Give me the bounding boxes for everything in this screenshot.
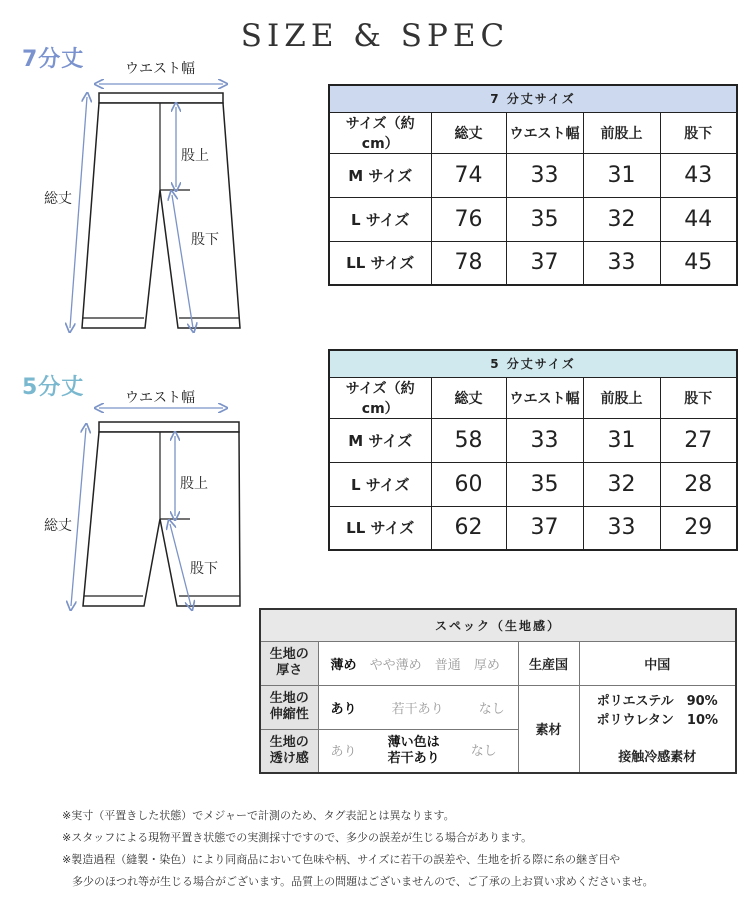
country-value: 中国	[579, 641, 736, 685]
table-row	[329, 153, 737, 197]
column-header: 股下	[660, 112, 737, 153]
waist-label: ウエスト幅	[125, 390, 195, 406]
five-length-pants-diagram	[0, 383, 260, 683]
table-row	[329, 462, 737, 506]
column-header: 前股上	[583, 377, 660, 418]
thickness-label: 生地の 厚さ	[260, 641, 318, 685]
size-name: LL サイズ	[329, 241, 431, 285]
table-cell: 37	[506, 241, 583, 285]
column-header: ウエスト幅	[506, 112, 583, 153]
spec-row-stretch	[260, 685, 736, 729]
table-cell: 74	[431, 153, 506, 197]
table-cell: 31	[583, 153, 660, 197]
option-light-colors-slightly: 薄い色は 若干あり	[387, 734, 440, 766]
option-none: なし	[470, 744, 497, 760]
table-cell: 43	[660, 153, 737, 197]
table-cell: 31	[583, 418, 660, 462]
seven-length-label: 7分丈	[22, 47, 85, 72]
sheerness-options	[318, 729, 518, 773]
page-title: SIZE & SPEC	[240, 18, 510, 54]
country-label: 生産国	[518, 641, 579, 685]
column-header: 前股上	[583, 112, 660, 153]
stretch-label: 生地の 伸縮性	[260, 685, 318, 729]
fabric-spec-table	[259, 608, 737, 774]
table-cell: 32	[583, 462, 660, 506]
table-cell: 32	[583, 197, 660, 241]
spec-title: スペック（生地感）	[260, 609, 736, 641]
column-header: ウエスト幅	[506, 377, 583, 418]
material-label: 素材	[518, 685, 579, 773]
size-name: M サイズ	[329, 418, 431, 462]
thickness-options	[318, 641, 518, 685]
table-cell: 35	[506, 197, 583, 241]
table-cell: 76	[431, 197, 506, 241]
seven-length-pants-diagram	[0, 55, 260, 355]
option-somewhat: 若干あり	[391, 701, 444, 717]
material-line: ポリエステル 90%	[596, 694, 718, 710]
spec-row-thickness	[260, 641, 736, 685]
table-cell: 78	[431, 241, 506, 285]
table-cell: 58	[431, 418, 506, 462]
table-row	[329, 241, 737, 285]
table-cell: 37	[506, 506, 583, 550]
five-length-label: 5分丈	[22, 375, 85, 400]
table-cell: 45	[660, 241, 737, 285]
table-cell: 33	[583, 506, 660, 550]
column-header: 総丈	[431, 377, 506, 418]
table-cell: 44	[660, 197, 737, 241]
column-header: 総丈	[431, 112, 506, 153]
total-length-label: 総丈	[44, 191, 72, 207]
material-value	[579, 685, 736, 773]
note-line: ※実寸（平置きした状態）でメジャーで計測のため、タグ表記とは異なります。	[62, 809, 455, 822]
total-length-label: 総丈	[44, 518, 72, 534]
waist-label: ウエスト幅	[125, 61, 195, 77]
inseam-label: 股下	[191, 232, 219, 248]
option-normal: 普通	[434, 657, 461, 673]
note-line: ※スタッフによる現物平置き状態での実測採寸ですので、多少の誤差が生じる場合があります。	[62, 831, 533, 844]
table-row	[329, 197, 737, 241]
stretch-options	[318, 685, 518, 729]
table-cell: 33	[583, 241, 660, 285]
table-title: 7 分丈サイズ	[329, 85, 737, 112]
sheerness-label: 生地の 透け感	[260, 729, 318, 773]
table-cell: 60	[431, 462, 506, 506]
option-yes: あり	[330, 701, 357, 717]
table-row	[329, 506, 737, 550]
inseam-label: 股下	[190, 561, 218, 577]
table-cell: 28	[660, 462, 737, 506]
table-title: 5 分丈サイズ	[329, 350, 737, 377]
table-cell: 33	[506, 418, 583, 462]
table-cell: 33	[506, 153, 583, 197]
option-thick: 厚め	[473, 657, 500, 673]
table-cell: 27	[660, 418, 737, 462]
option-thin: 薄め	[330, 657, 357, 673]
table-cell: 29	[660, 506, 737, 550]
rise-label: 股上	[180, 476, 208, 492]
option-yes: あり	[330, 744, 357, 760]
table-cell: 62	[431, 506, 506, 550]
table-cell: 35	[506, 462, 583, 506]
size-name: M サイズ	[329, 153, 431, 197]
seven-length-size-table	[328, 84, 738, 286]
option-slightly-thin: やや薄め	[369, 657, 422, 673]
option-none: なし	[478, 701, 505, 717]
size-name: L サイズ	[329, 197, 431, 241]
material-feature: 接触冷感素材	[618, 750, 697, 766]
rise-label: 股上	[181, 148, 209, 164]
note-line: 多少のほつれ等が生じる場合がございます。品質上の問題はございませんので、ご了承の上お買い求めくださいませ。	[72, 875, 654, 888]
notes	[62, 805, 722, 893]
note-line: ※製造過程（縫製・染色）により同商品において色味や柄、サイズに若干の誤差や、生地を折る際に糸の継ぎ目や	[62, 853, 621, 866]
column-header: 股下	[660, 377, 737, 418]
column-header: サイズ（約 cm）	[329, 377, 431, 418]
table-row	[329, 418, 737, 462]
size-name: L サイズ	[329, 462, 431, 506]
column-header: サイズ（約 cm）	[329, 112, 431, 153]
material-line: ポリウレタン 10%	[596, 713, 719, 729]
size-name: LL サイズ	[329, 506, 431, 550]
five-length-size-table	[328, 349, 738, 551]
